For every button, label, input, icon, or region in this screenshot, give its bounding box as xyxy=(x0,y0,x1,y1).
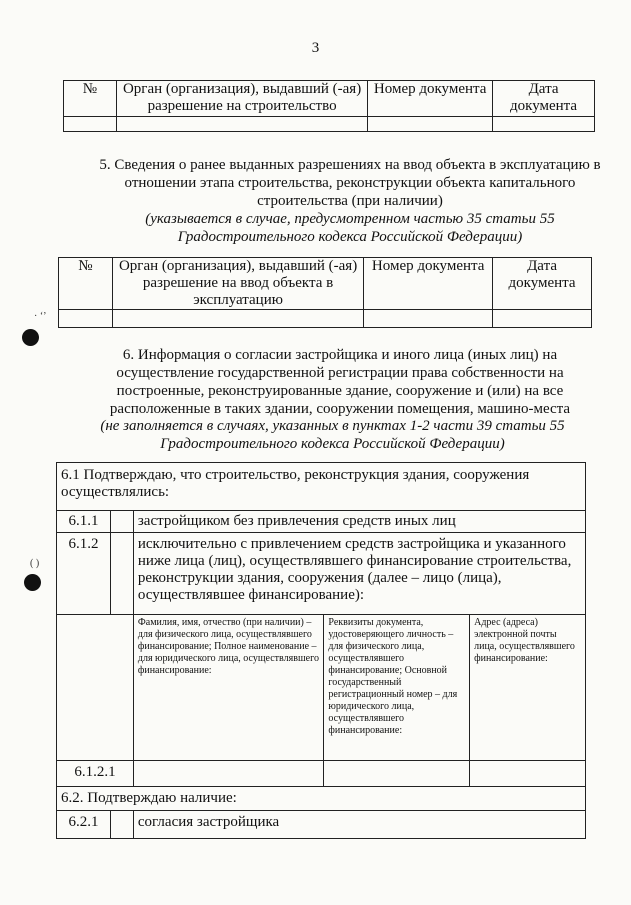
row-6-1-1-number: 6.1.1 xyxy=(57,511,111,533)
checkbox-6-1-2[interactable] xyxy=(110,533,133,615)
row-6-1: 6.1 Подтверждаю, что строительство, реконструкция здания, сооружения осуществлялись: xyxy=(57,463,586,511)
section-5-note: (указывается в случае, предусмотренном частью 35 статьи 55 Градостроительного кодекса Российской Федерации) xyxy=(145,211,555,245)
table-building-permits xyxy=(63,80,595,132)
checkbox-6-2-1[interactable] xyxy=(110,811,133,839)
col-header-authority: Орган (организация), выдавший (-ая) разрешение на строительство xyxy=(116,81,367,117)
table-cell[interactable] xyxy=(324,761,470,787)
checkbox-6-1-1[interactable] xyxy=(110,511,133,533)
table-consent xyxy=(56,462,586,839)
scan-mark: · ʻʼ xyxy=(34,311,47,322)
row-6-2-1-number: 6.2.1 xyxy=(57,811,111,839)
col-header-authority: Орган (организация), выдавший (-ая) разрешение на ввод объекта в эксплуатацию xyxy=(112,258,363,310)
col-header-doc-number: Номер документа xyxy=(368,81,493,117)
row-6-1-2-number: 6.1.2 xyxy=(57,533,111,615)
subheader-financier-email: Адрес (адреса) электронной почты лица, осуществлявшего финансирование: xyxy=(470,615,586,761)
section-6-note: (не заполняется в случаях, указанных в пунктах 1-2 части 39 статьи 55 Градостроительного кодекса Российской Федерации) xyxy=(100,418,565,452)
table-cell[interactable] xyxy=(112,310,363,328)
table-commissioning-permits xyxy=(58,257,592,328)
punch-hole xyxy=(22,329,39,346)
row-6-2-1-text: согласия застройщика xyxy=(133,811,585,839)
subheader-financier-name: Фамилия, имя, отчество (при наличии) – для физического лица, осуществлявшего финансирование; Полное наименование – для юридического лица, осуществлявшего финансирование: xyxy=(133,615,324,761)
row-6-1-2-text: исключительно с привлечением средств застройщика и указанного ниже лица (лиц), осуществлявшего финансирование строительства, реконструкции здания, сооружения (далее – лицо (лица), осуществлявшее финансирование): xyxy=(133,533,585,615)
subheader-blank xyxy=(57,615,134,761)
col-header-doc-number: Номер документа xyxy=(364,258,493,310)
table-cell[interactable] xyxy=(133,761,324,787)
col-header-doc-date: Дата документа xyxy=(493,81,595,117)
row-6-2: 6.2. Подтверждаю наличие: xyxy=(57,787,586,811)
col-header-doc-date: Дата документа xyxy=(493,258,592,310)
table-cell[interactable] xyxy=(59,310,113,328)
punch-hole xyxy=(24,574,41,591)
table-cell[interactable] xyxy=(493,310,592,328)
section-6-title: 6. Информация о согласии застройщика и иного лица (иных лиц) на осуществление государственной регистрации права собственности на построенные, реконструированные здание, сооружение и (или) на все расположенные в таких здании, сооружении помещения, машино-места xyxy=(109,347,571,417)
page-number: 3 xyxy=(311,40,320,56)
scan-mark: ( ) xyxy=(30,558,40,569)
row-6-1-1-text: застройщиком без привлечения средств иных лиц xyxy=(133,511,585,533)
section-5-title: 5. Сведения о ранее выданных разрешениях на ввод объекта в эксплуатацию в отношении этапа строительства, реконструкции объекта капитального строительства (при наличии) xyxy=(99,157,601,209)
col-header-number: № xyxy=(64,81,117,117)
table-cell[interactable] xyxy=(116,117,367,132)
table-cell[interactable] xyxy=(493,117,595,132)
table-cell[interactable] xyxy=(364,310,493,328)
table-cell[interactable] xyxy=(368,117,493,132)
subheader-financier-document: Реквизиты документа, удостоверяющего личность – для физического лица, осуществлявшего финансирование; Основной государственный регистрационный номер – для юридического лица, осуществлявшего финансирование: xyxy=(324,615,470,761)
col-header-number: № xyxy=(59,258,113,310)
row-6-1-2-1-number: 6.1.2.1 xyxy=(57,761,134,787)
table-cell[interactable] xyxy=(64,117,117,132)
table-cell[interactable] xyxy=(470,761,586,787)
